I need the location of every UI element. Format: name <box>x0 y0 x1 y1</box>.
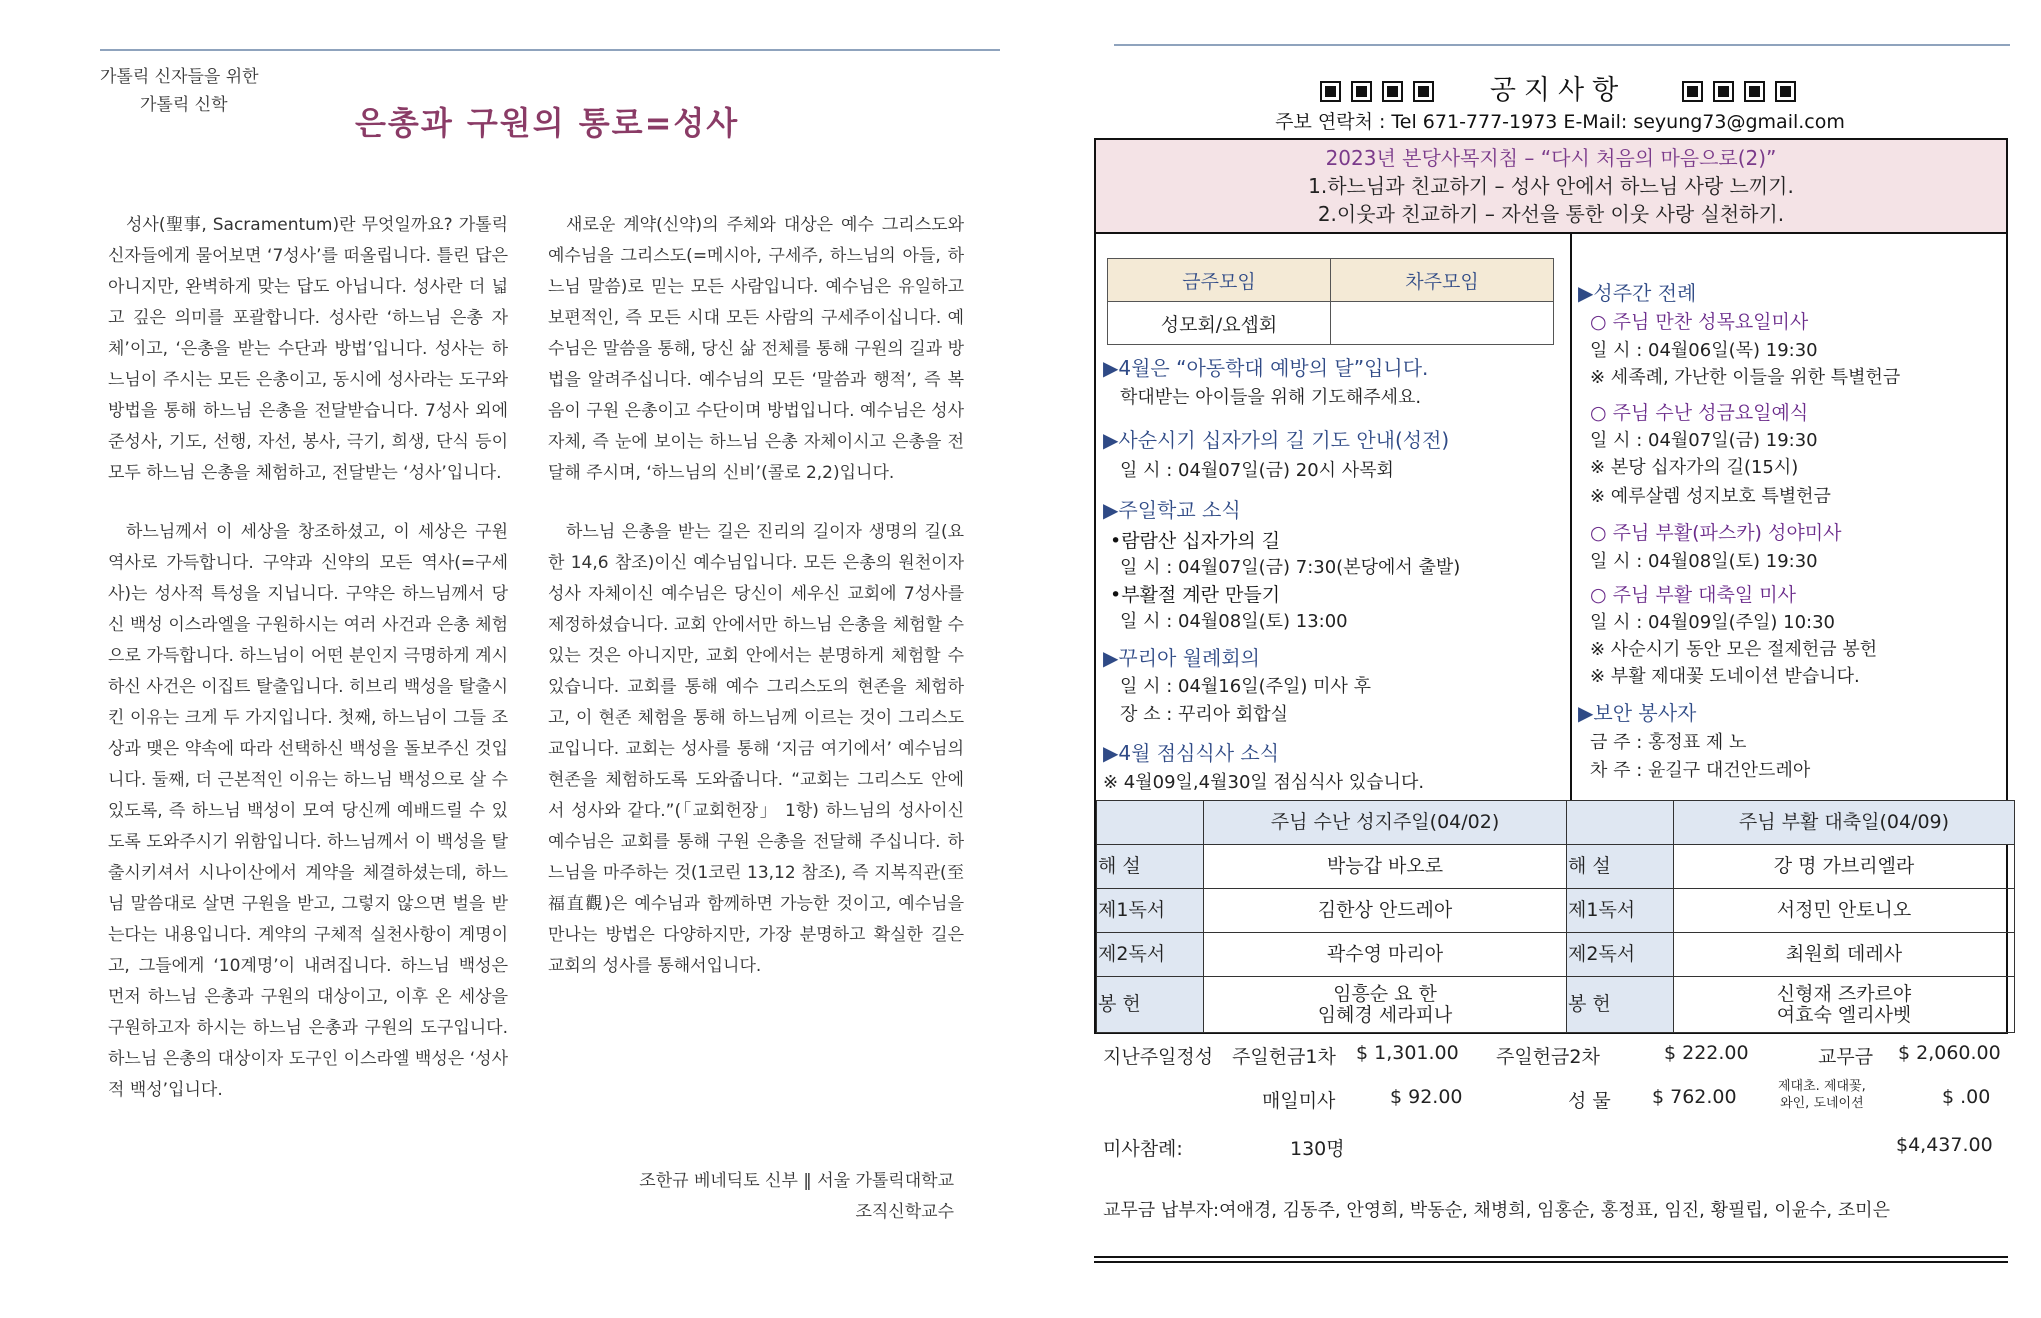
finance-sunday2-value: $ 222.00 <box>1664 1042 1749 1064</box>
ministry-row <box>1097 977 2015 1033</box>
finance-goods-value: $ 762.00 <box>1652 1086 1737 1108</box>
square-icon <box>1713 81 1734 102</box>
school-item1: •람람산 십자가의 길 <box>1110 530 1281 552</box>
donor-list: 교무금 납부자:여애경, 김동주, 안영희, 박동순, 채병희, 임홍순, 홍정표, 임진, 황필립, 이윤수, 조미은 <box>1103 1200 1890 1221</box>
contact-info: 주보 연락처 : Tel 671-777-1973 E-Mail: seyung73@gmail.com <box>1275 111 1845 133</box>
notice-curia-line: 일 시 : 04월16일(주일) 미사 후 <box>1120 676 1372 697</box>
ministry-label: 봉 헌 <box>1097 977 1204 1033</box>
ministry-blank-cell-2 <box>1567 801 1674 845</box>
notice-child-abuse-head: ▶4월은 “아동학대 예방의 달”입니다. <box>1103 356 1429 380</box>
school-item1-time: 일 시 : 04월07일(금) 7:30(본당에서 출발) <box>1120 557 1461 578</box>
notice-header <box>1298 68 1818 107</box>
column1-paragraph1: 성사(聖事, Sacramentum)란 무엇일까요? 가톨릭 신자들에게 물어보면 ‘7성사’를 떠올립니다. 틀린 답은 아니지만, 완벽하게 맞는 답도 아닙니다. 성사란 더 넓고 깊은 의미를 포괄합니다. 성사란 ‘하느님 은총 자체’이고, ‘은총을 받는 수단과 방법’입니다. 성사는 하느님이 주시는 모든 은총이고, 동시에 성사라는 도구와 방법을 통해 하느님 은총을 전달받습니다. 7성사 외에 준성사, 기도, 선행, 자선, 봉사, 극기, 희생, 단식 등이 모두 하느님 은총을 체험하고, 전달받는 ‘성사’입니다. <box>108 215 508 483</box>
bottom-rule-1 <box>1094 1256 2008 1258</box>
notice-curia-head: ▶꾸리아 월례회의 <box>1103 646 1260 670</box>
banner-line3: 2.이웃과 친교하기 – 자선을 통한 이웃 사랑 실천하기. <box>1317 202 1785 226</box>
meeting-next-week-head: 차주모임 <box>1331 259 1554 302</box>
offertory-b2: 여효숙 엘리사벳 <box>1776 1003 1912 1026</box>
ministry-blank-cell-1 <box>1097 801 1204 845</box>
banner-line1: 2023년 본당사목지침 – “다시 처음의 마음으로(2)” <box>1325 146 1777 170</box>
finance-daily-value: $ 92.00 <box>1390 1086 1463 1108</box>
meeting-next-week-value <box>1331 302 1554 345</box>
finance-sunday2-label: 주일헌금2차 <box>1496 1046 1600 1068</box>
liturgy-easter-note2: ※ 부활 제대꽃 도네이션 받습니다. <box>1590 666 1860 687</box>
attendance-label: 미사참례: <box>1103 1138 1183 1160</box>
article-column-2 <box>548 210 964 1010</box>
kicker-line2: 가톨릭 신학 <box>140 95 228 115</box>
security-this-week: 금 주 : 홍정표 제 노 <box>1590 732 1747 753</box>
finance-dues-value: $ 2,060.00 <box>1898 1042 2001 1064</box>
notice-cross-line: 일 시 : 04월07일(금) 20시 사목회 <box>1120 460 1394 481</box>
article-title: 은총과 구원의 통로=성사 <box>355 104 740 142</box>
liturgy-easter-time: 일 시 : 04월09일(주일) 10:30 <box>1590 612 1836 633</box>
liturgy-easter-note1: ※ 사순시기 동안 모은 절제헌금 봉헌 <box>1590 639 1878 660</box>
liturgy-easter-name: ○ 주님 부활 대축일 미사 <box>1590 584 1796 606</box>
liturgy-friday-note2: ※ 예루살렘 성지보호 특별헌금 <box>1590 486 1831 507</box>
liturgy-friday-note1: ※ 본당 십자가의 길(15시) <box>1590 457 1799 478</box>
kicker-line1: 가톨릭 신자들을 위한 <box>100 67 259 87</box>
column2-paragraph2: 하느님 은총을 받는 길은 진리의 길이자 생명의 길(요한 14,6 참조)이신 예수님입니다. 모든 은총의 원천이자 성사 자체이신 예수님은 당신이 세우신 교회에 7성사를 제정하셨습니다. 교회 안에서만 하느님 은총을 체험할 수 있는 것은 아니지만, 교회 안에서는 분명하게 체험할 수 있습니다. 교회를 통해 예수 그리스도의 현존을 체험하고, 이 현존 체험을 통해 하느님께 이르는 것이 그리스도교입니다. 교회는 성사를 통해 ‘지금 여기에서’ 예수님의 현존을 체험하도록 도와줍니다. “교회는 그리스도 안에서 성사와 같다.”(「교회헌장」 1항) 하느님의 성사이신 예수님은 교회를 통해 구원 은총을 전달해 주십니다. 하느님을 마주하는 것(1코린 13,12 참조), 즉 지복직관(至福直觀)은 예수님과 함께하면 가능한 것이고, 예수님을 만나는 방법은 다양하지만, 가장 분명하고 확실한 길은 교회의 성사를 통해서입니다. <box>548 522 964 976</box>
ministry-label: 제2독서 <box>1097 933 1204 977</box>
security-next-week: 차 주 : 윤길구 대건안드레아 <box>1590 760 1811 781</box>
ministry-label: 제1독서 <box>1567 889 1674 933</box>
ministry-table <box>1096 800 2015 1033</box>
banner-line2: 1.하느님과 친교하기 – 성사 안에서 하느님 사랑 느끼기. <box>1308 174 1794 198</box>
ministry-label: 제1독서 <box>1097 889 1204 933</box>
holy-week-head: ▶성주간 전례 <box>1578 281 1697 305</box>
left-top-rule <box>100 49 1000 51</box>
finance-dues-label: 교무금 <box>1818 1046 1874 1068</box>
ministry-cell: 강 명 가브리엘라 <box>1674 845 2015 889</box>
right-top-rule <box>1114 44 2010 46</box>
meeting-this-week-head: 금주모임 <box>1108 259 1331 302</box>
finance-label: 지난주일정성 <box>1103 1046 1214 1068</box>
flowers-label-line1: 제대초. 제대꽃, <box>1778 1079 1866 1094</box>
square-icon <box>1351 81 1372 102</box>
column2-paragraph1: 새로운 계약(신약)의 주체와 대상은 예수 그리스도와 예수님을 그리스도(=메시아, 구세주, 하느님의 아들, 하느님 말씀)로 믿는 모든 사람입니다. 예수님은 유일하고 보편적인, 즉 모든 시대 모든 사람의 구세주이십니다. 예수님은 말씀을 통해, 당신 삶 전체를 통해 구원의 길과 방법을 알려주십니다. 예수님의 모든 ‘말씀과 행적’, 즉 복음이 구원 은총이고 수단이며 방법입니다. 예수님은 성사 자체, 즉 눈에 보이는 하느님 은총 자체이시고 은총을 전달해 주시며, ‘하느님의 신비’(콜로 2,2)입니다. <box>548 215 964 483</box>
notice-school-head: ▶주일학교 소식 <box>1103 498 1241 522</box>
ministry-cell: 김한상 안드레아 <box>1204 889 1567 933</box>
byline-line2: 조직신학교수 <box>855 1202 954 1222</box>
square-icon <box>1320 81 1341 102</box>
square-icon <box>1744 81 1765 102</box>
liturgy-thursday-time: 일 시 : 04월06일(목) 19:30 <box>1590 340 1818 361</box>
liturgy-friday-time: 일 시 : 04월07일(금) 19:30 <box>1590 430 1818 451</box>
notice-lunch-head: ▶4월 점심식사 소식 <box>1103 741 1280 765</box>
ministry-label: 봉 헌 <box>1567 977 1674 1033</box>
bottom-rule-2 <box>1094 1261 2008 1263</box>
liturgy-friday-name: ○ 주님 수난 성금요일예식 <box>1590 402 1809 424</box>
flowers-label-line2: 와인, 도네이션 <box>1780 1096 1864 1111</box>
ministry-label: 해 설 <box>1097 845 1204 889</box>
liturgy-thursday-note1: ※ 세족례, 가난한 이들을 위한 특별헌금 <box>1590 367 1901 388</box>
pastoral-banner <box>1096 140 2006 234</box>
finance-flowers-label <box>1778 1078 1866 1112</box>
finance-total: $4,437.00 <box>1896 1134 1993 1156</box>
ministry-cell <box>1204 977 1567 1033</box>
notice-child-abuse-line: 학대받는 아이들을 위해 기도해주세요. <box>1120 387 1422 408</box>
finance-daily-label: 매일미사 <box>1262 1090 1336 1112</box>
meeting-this-week-value: 성모회/요셉회 <box>1108 302 1331 345</box>
attendance-value: 130명 <box>1290 1138 1345 1160</box>
notice-curia-line2: 장 소 : 꾸리아 회합실 <box>1120 704 1289 725</box>
school-item2-time: 일 시 : 04월08일(토) 13:00 <box>1120 611 1348 632</box>
center-divider <box>1570 232 1572 800</box>
offertory-b1: 신형재 즈카르야 <box>1776 982 1912 1005</box>
finance-goods-label: 성 물 <box>1568 1090 1611 1112</box>
liturgy-vigil-name: ○ 주님 부활(파스카) 성야미사 <box>1590 522 1842 544</box>
ministry-cell: 박능갑 바오로 <box>1204 845 1567 889</box>
column1-paragraph2: 하느님께서 이 세상을 창조하셨고, 이 세상은 구원 역사로 가득합니다. 구약과 신약의 모든 역사(=구세사)는 성사적 특성을 지닙니다. 구약은 하느님께서 당신 백성 이스라엘을 구원하시는 여러 사건과 은총 체험으로 가득합니다. 하느님이 어떤 분인지 극명하게 계시하신 사건은 이집트 탈출입니다. 히브리 백성을 탈출시킨 이유는 크게 두 가지입니다. 첫째, 하느님이 그들 조상과 맺은 약속에 따라 선택하신 백성을 돌보주신 것입니다. 둘째, 더 근본적인 이유는 하느님 백성으로 살 수 있도록, 즉 하느님 백성이 모여 당신께 예배드릴 수 있도록 도와주시기 위함입니다. 하느님께서 이 백성을 탈출시키셔서 시나이산에서 계약을 체결하셨는데, 하느님 말씀대로 살면 구원을 받고, 그렇지 않으면 벌을 받는다는 내용입니다. 계약의 구체적 실천사항이 계명이고, 그들에게 ‘10계명’이 내려집니다. 하느님 백성은 먼저 하느님 은총과 구원의 대상이고, 이후 온 세상을 구원하고자 하시는 하느님 은총과 구원의 도구입니다. 하느님 은총의 대상이자 도구인 이스라엘 백성은 ‘성사적 백성’입니다. <box>108 522 508 1100</box>
square-icon <box>1382 81 1403 102</box>
offertory-a1: 임흥순 요 한 <box>1333 982 1437 1005</box>
ministry-cell: 최원희 데레사 <box>1674 933 2015 977</box>
offertory-a2: 임혜경 세라피나 <box>1317 1003 1453 1026</box>
ministry-label: 해 설 <box>1567 845 1674 889</box>
security-head: ▶보안 봉사자 <box>1578 701 1697 725</box>
meeting-table <box>1107 258 1554 345</box>
ministry-cell: 곽수영 마리아 <box>1204 933 1567 977</box>
author-byline <box>639 1166 954 1228</box>
ministry-row <box>1097 889 2015 933</box>
finance-flowers-value: $ .00 <box>1942 1086 1991 1108</box>
school-item2: •부활절 계란 만들기 <box>1110 584 1281 606</box>
ministry-cell <box>1674 977 2015 1033</box>
liturgy-vigil-time: 일 시 : 04월08일(토) 19:30 <box>1590 551 1818 572</box>
ministry-row <box>1097 933 2015 977</box>
square-icon <box>1775 81 1796 102</box>
notice-lunch-line: ※ 4월09일,4월30일 점심식사 있습니다. <box>1103 772 1425 793</box>
notice-cross-head: ▶사순시기 십자가의 길 기도 안내(성전) <box>1103 428 1450 452</box>
ministry-cell: 서정민 안토니오 <box>1674 889 2015 933</box>
ministry-col1-head: 주님 수난 성지주일(04/02) <box>1204 801 1567 845</box>
byline-line1: 조한규 베네딕토 신부 ‖ 서울 가톨릭대학교 <box>639 1171 954 1191</box>
square-icon <box>1682 81 1703 102</box>
ministry-label: 제2독서 <box>1567 933 1674 977</box>
ministry-row <box>1097 845 2015 889</box>
liturgy-thursday-name: ○ 주님 만찬 성목요일미사 <box>1590 311 1809 333</box>
notice-title: 공지사항 <box>1489 75 1627 106</box>
article-column-1 <box>108 210 508 1134</box>
finance-sunday1-label: 주일헌금1차 <box>1232 1046 1336 1068</box>
ministry-col2-head: 주님 부활 대축일(04/09) <box>1674 801 2015 845</box>
finance-sunday1-value: $ 1,301.00 <box>1356 1042 1459 1064</box>
square-icon <box>1413 81 1434 102</box>
